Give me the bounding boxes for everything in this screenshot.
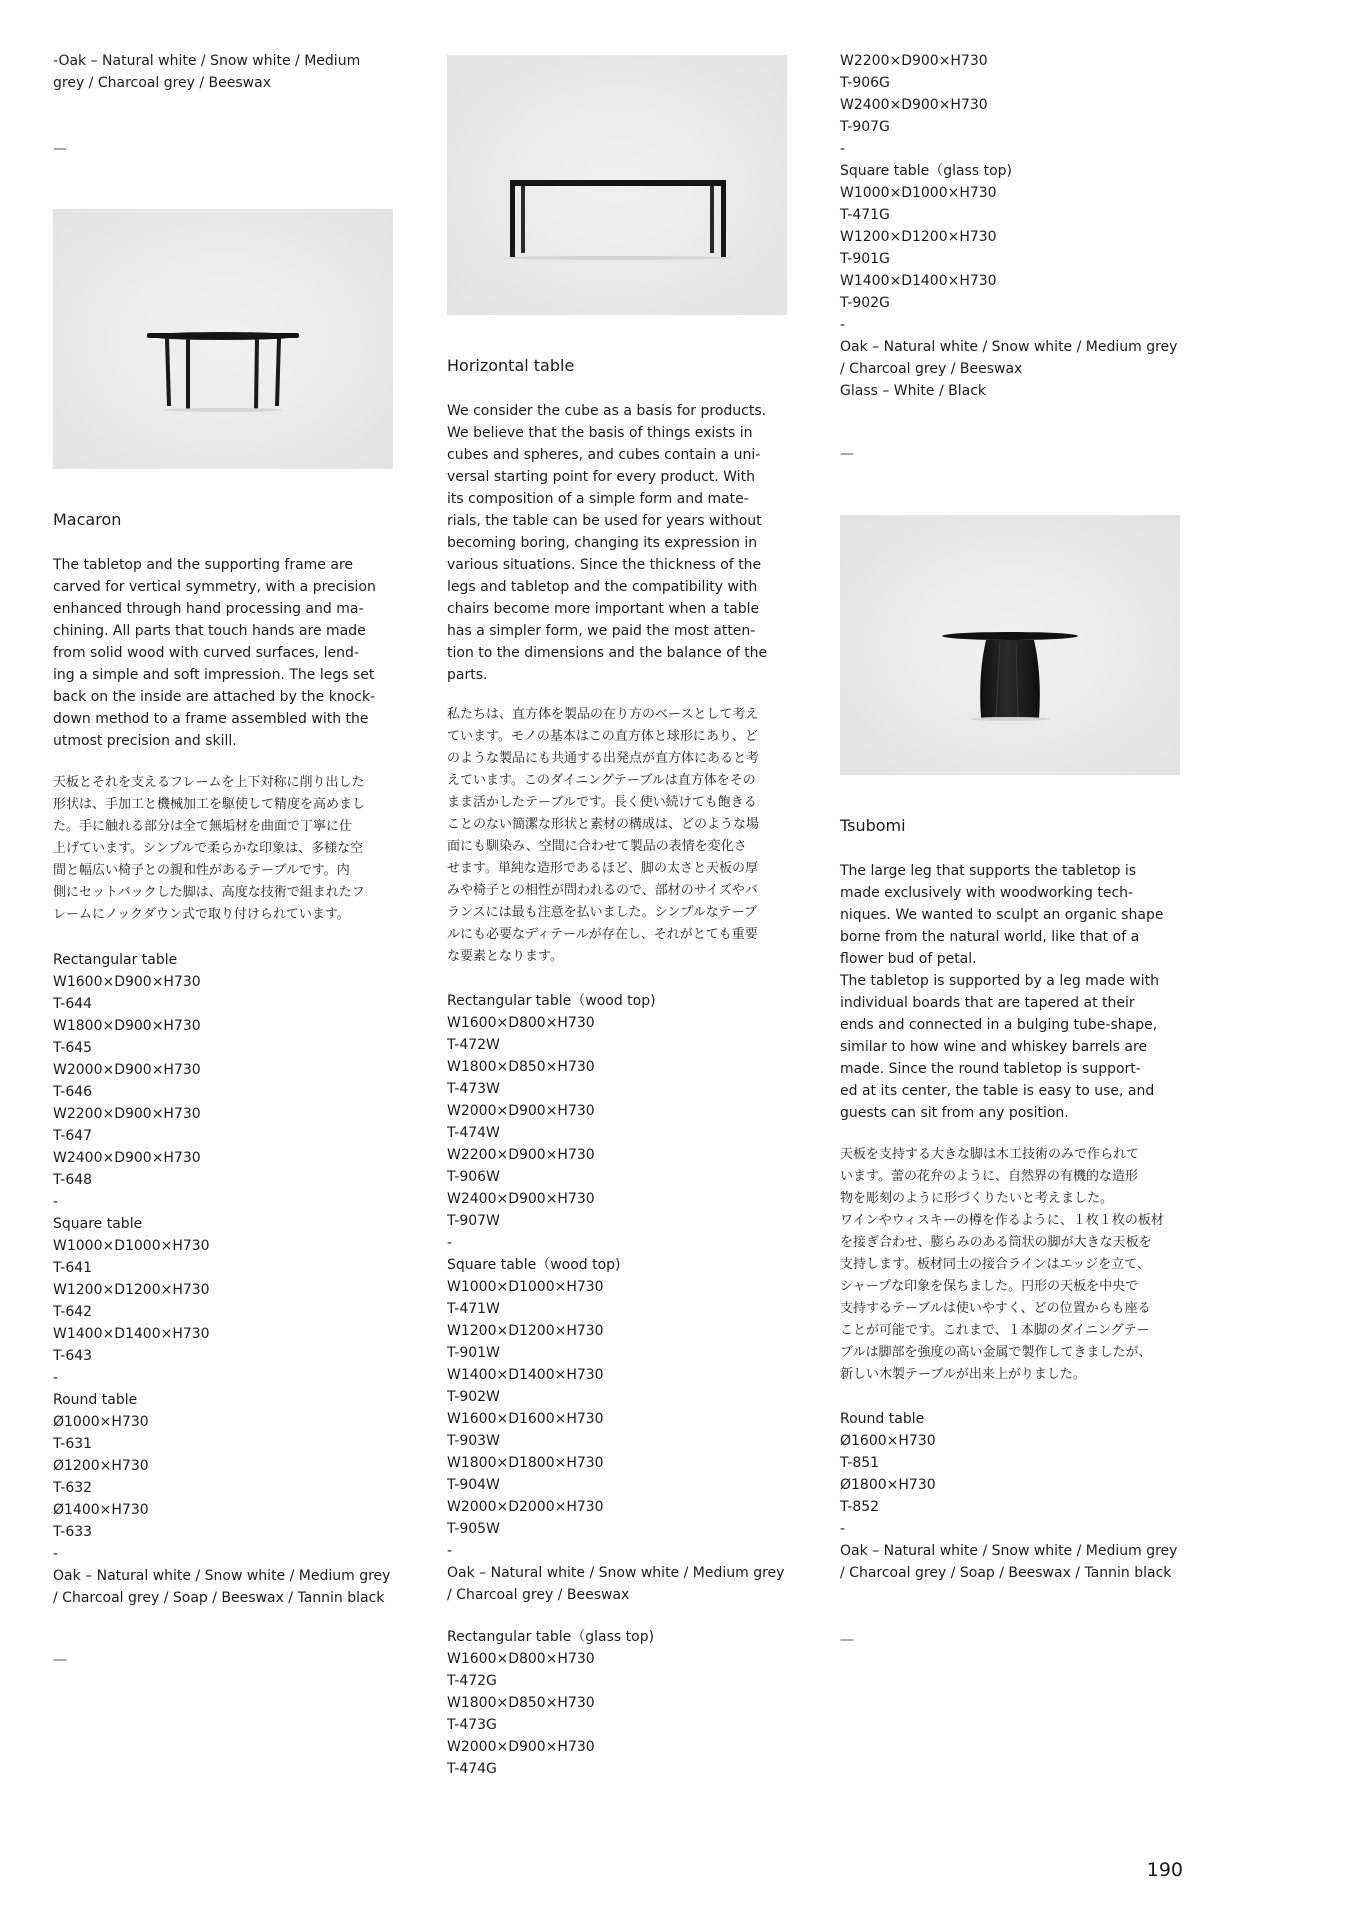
horizontal-specs-glass-continued: W2200×D900×H730 T-906G W2400×D900×H730 T-907G - Square table（glass top) W1000×D1000×H730 T-471G W1200×D1200×H730 T-901G W1400×D1400×H730 T-902G - Oak – Natural white / Snow white / Medium grey / Charcoal grey / Beeswax Glass – White / Black xyxy=(840,53,1178,399)
horizontal-specs-glass: Rectangular table（glass top) W1600×D800×H730 T-472G W1800×D850×H730 T-473G W2000×D900×H730 T-474G xyxy=(447,1629,655,1777)
tsubomi-title: Tsubomi xyxy=(840,816,906,835)
page-number: 190 xyxy=(1146,1859,1183,1881)
tsubomi-description-jp: 天板を支持する大きな脚は木工技術のみで作られて います。蕾の花弁のように、自然界の有機的な造形 物を彫刻のように形づくりたいと考えました。 ワインやウィスキーの樽を作るように、１枚１枚の板材 を接ぎ合わせ、膨らみのある筒状の脚が大きな天板を 支持します。板材同士の接合ラインはエッジを立て、 シャープな印象を保ちました。円形の天板を中央で 支持するテーブルは使いやすく、どの位置からも座る ことが可能です。これまで、１本脚のダイニングテー ブルは脚部を強度の高い金属で製作してきましたが、 新しい木製テーブルが出来上がりました。 xyxy=(840,1147,1164,1382)
macaron-title: Macaron xyxy=(53,510,122,529)
horizontal-table-title: Horizontal table xyxy=(447,356,575,375)
tsubomi-description-en: The large leg that supports the tabletop is made exclusively with woodworking tech- niques. We wanted to sculpt an organic shape borne from the natural world, like that of a flower bud of petal. The tabletop is supported by a leg made with individual boards that are tapered at their ends and connected in a bulging tube-shape, similar to how wine and whiskey barrels are made. Since the round tabletop is support- ed at its center, the table is easy to use, and guests can sit from any position. xyxy=(840,863,1164,1121)
section-divider-dash: — xyxy=(53,1652,67,1668)
tsubomi-specs: Round table Ø1600×H730 T-851 Ø1800×H730 T-852 - Oak – Natural white / Snow white / Medium grey / Charcoal grey / Soap / Beeswax / Tannin black xyxy=(840,1411,1178,1581)
horizontal-description-jp: 私たちは、直方体を製品の在り方のベースとして考え ています。モノの基本はこの直方体と球形にあり、ど のような製品にも共通する出発点が直方体にあると考 えています。このダイニングテーブルは直方体をその まま活かしたテーブルです。長く使い続けても飽きる ことのない簡潔な形状と素材の構成は、どのような場 面にも馴染み、空間に合わせて製品の表情を変化さ せます。単純な造形であるほど、脚の太さと天板の厚 みや椅子との相性が問われるので、部材のサイズやバ ランスには最も注意を払いました。シンプルなテーブ ルにも必要なディテールが存在し、それがとても重要 な要素となります。 xyxy=(447,707,760,964)
macaron-table-photo xyxy=(53,209,393,469)
macaron-specs: Rectangular table W1600×D900×H730 T-644 W1800×D900×H730 T-645 W2000×D900×H730 T-646 W2200×D900×H730 T-647 W2400×D900×H730 T-648 - Square table W1000×D1000×H730 T-641 W1200×D1200×H730 T-642 W1400×D1400×H730 T-643 - Round table Ø1000×H730 T-631 Ø1200×H730 T-632 Ø1400×H730 T-633 - Oak – Natural white / Snow white / Medium grey / Charcoal grey / Soap / Beeswax / Tannin black xyxy=(53,952,391,1606)
section-divider-dash: — xyxy=(840,1632,854,1648)
horizontal-specs-wood: Rectangular table（wood top) W1600×D800×H730 T-472W W1800×D850×H730 T-473W W2000×D900×H730 T-474W W2200×D900×H730 T-906W W2400×D900×H730 T-907W - Square table（wood top) W1000×D1000×H730 T-471W W1200×D1200×H730 T-901W W1400×D1400×H730 T-902W W1600×D1600×H730 T-903W W1800×D1800×H730 T-904W W2000×D2000×H730 T-905W - Oak – Natural white / Snow white / Medium grey / Charcoal grey / Beeswax xyxy=(447,993,785,1603)
section-divider-dash: — xyxy=(840,446,854,462)
section-divider-dash: — xyxy=(53,141,67,157)
tsubomi-table-photo xyxy=(840,515,1180,775)
horizontal-table-icon xyxy=(447,55,787,315)
macaron-table-icon xyxy=(53,209,393,469)
finish-options-text: -Oak – Natural white / Snow white / Medium grey / Charcoal grey / Beeswax xyxy=(53,53,361,91)
tsubomi-table-icon xyxy=(840,515,1180,775)
macaron-description-en: The tabletop and the supporting frame are carved for vertical symmetry, with a precision enhanced through hand processing and ma- chining. All parts that touch hands are made from solid wood with curved surfaces, lend- ing a simple and soft impression. The legs set back on the inside are attached by the knock- down method to a frame assembled with the utmost precision and skill. xyxy=(53,557,376,749)
horizontal-description-en: We consider the cube as a basis for products. We believe that the basis of things exists in cubes and spheres, and cubes contain a uni- versal starting point for every product. With its composition of a simple form and mate- rials, the table can be used for years without becoming boring, changing its expression in various situations. Since the thickness of the legs and tabletop and the compatibility with chairs become more important when a table has a simpler form, we paid the most atten- tion to the dimensions and the balance of the parts. xyxy=(447,403,768,683)
macaron-description-jp: 天板とそれを支えるフレームを上下対称に削り出した 形状は、手加工と機械加工を駆使して精度を高めまし た。手に触れる部分は全て無垢材を曲面で丁寧に仕 上げています。シンプルで柔らかな印象は、多様な空 間と幅広い椅子との親和性があるテーブルです。内 側にセットバックした脚は、高度な技術で組まれたフ レームにノックダウン式で取り付けられています。 xyxy=(53,775,366,922)
horizontal-table-photo xyxy=(447,55,787,315)
